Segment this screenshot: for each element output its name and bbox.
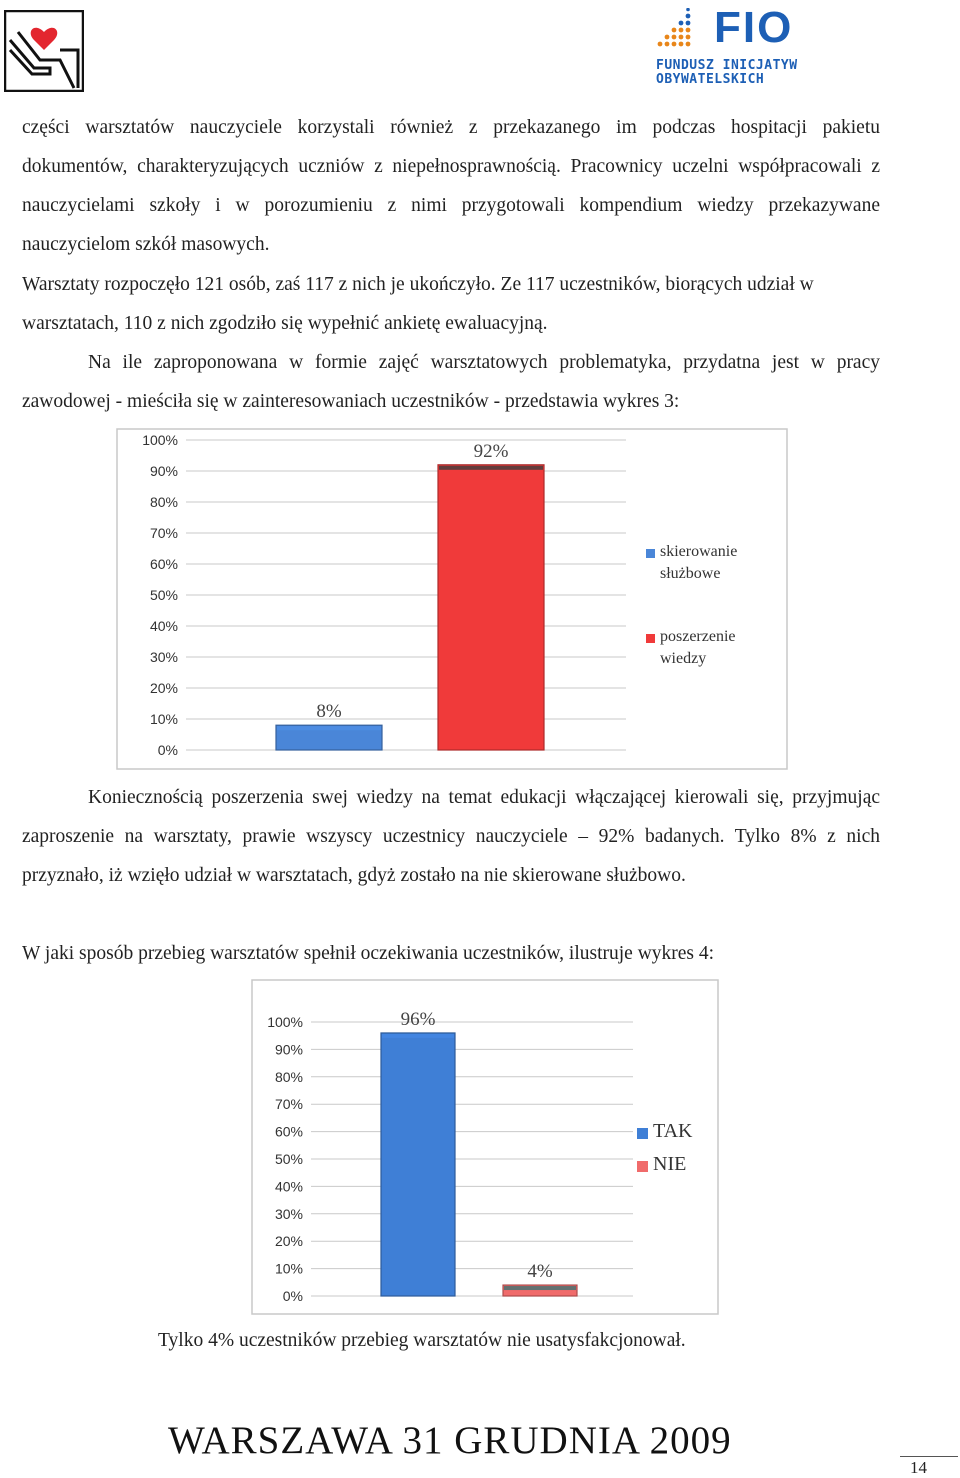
y-tick-label: 90% xyxy=(274,1041,303,1058)
organization-logo xyxy=(4,10,84,92)
y-tick-label: 40% xyxy=(274,1178,303,1195)
data-label: 92% xyxy=(473,440,509,462)
paragraph-5: W jaki sposób przebieg warsztatów spełnił oczekiwania uczestników, ilustruje wykres 4: xyxy=(22,943,715,964)
y-tick-label: 0% xyxy=(157,742,178,758)
bar-highlight xyxy=(277,726,381,730)
y-tick-label: 70% xyxy=(149,525,178,541)
fio-logo-text: FIO xyxy=(714,3,794,52)
bar-highlight xyxy=(504,1286,576,1290)
footer-date: WARSZAWA 31 GRUDNIA 2009 xyxy=(168,1419,732,1462)
paragraph-2: Warsztaty rozpoczęło 121 osób, zaś 117 z nich je ukończyło. Ze 117 uczestników, biorących udział w warsztatach, 110 z nich zgodziło się wypełnić ankietę ewaluacyjną. xyxy=(22,274,814,334)
page-number-rule xyxy=(900,1456,958,1457)
y-tick-label: 60% xyxy=(149,556,178,572)
y-tick-label: 80% xyxy=(274,1068,303,1085)
legend-label: służbowe xyxy=(660,565,721,582)
y-tick-label: 50% xyxy=(274,1151,303,1167)
y-tick-label: 60% xyxy=(274,1123,303,1140)
y-tick-label: 20% xyxy=(274,1233,303,1250)
y-tick-label: 70% xyxy=(274,1096,303,1113)
paragraph-3: Na ile zaproponowana w formie zajęć warsztatowych problematyka, przydatna jest w pracy zawodowej - mieściła się w zainteresowaniach uczestników - przedstawia wykres 3: xyxy=(22,352,880,412)
y-tick-label: 100% xyxy=(142,432,178,448)
y-tick-label: 30% xyxy=(149,649,178,665)
legend-label: wiedzy xyxy=(660,650,707,667)
fio-logo xyxy=(654,3,814,87)
chart-wykres-4 xyxy=(251,979,719,1315)
bar-2 xyxy=(438,465,544,750)
legend-swatch xyxy=(637,1128,648,1139)
legend-swatch xyxy=(637,1161,648,1172)
bar-highlight xyxy=(439,466,543,470)
data-label: 8% xyxy=(316,701,342,723)
legend-label: TAK xyxy=(653,1120,693,1142)
y-tick-label: 0% xyxy=(282,1288,303,1304)
data-label: 96% xyxy=(400,1008,436,1030)
paragraph-4: Koniecznością poszerzenia swej wiedzy na temat edukacji włączającej kierowali się, przyjmując zaproszenie na warsztaty, prawie wszyscy uczestnicy nauczyciele – 92% badanych. Tylko 8% z nich przyznało, iż wzięło udział w warsztatach, gdyż zostało na nie skierowane służbowo. xyxy=(22,787,880,886)
y-tick-label: 100% xyxy=(267,1014,303,1030)
chart-frame xyxy=(252,980,718,1314)
fio-logo-line2: OBYWATELSKICH xyxy=(656,72,765,87)
y-tick-label: 10% xyxy=(274,1260,303,1277)
legend-label: skierowanie xyxy=(660,543,738,560)
legend-label: NIE xyxy=(653,1153,687,1175)
y-tick-label: 30% xyxy=(274,1205,303,1222)
y-tick-label: 90% xyxy=(149,463,178,479)
y-tick-label: 50% xyxy=(149,587,178,603)
chart-wykres-4-svg xyxy=(251,979,719,1315)
y-tick-label: 40% xyxy=(149,618,178,634)
data-label: 4% xyxy=(527,1261,553,1283)
heart-hands-icon xyxy=(4,10,84,92)
y-tick-label: 10% xyxy=(149,711,178,727)
bar-1 xyxy=(381,1033,455,1296)
legend-label: poszerzenie xyxy=(660,628,736,645)
paragraph-1: części warsztatów nauczyciele korzystali również z przekazanego im podczas hospitacji pakietu dokumentów, charakteryzujących uczniów z niepełnosprawnością. Pracownicy uczelni współpracowali z nauczycielami szkoły i w porozumieniu z nimi przygotowali kompendium wiedzy przekazywane nauczycielom szkół masowych. xyxy=(22,117,880,255)
page-number: 14 xyxy=(910,1458,927,1477)
chart-wykres-3 xyxy=(116,428,788,770)
y-tick-label: 80% xyxy=(149,494,178,510)
dots-icon xyxy=(654,8,710,50)
fio-logo-line1: FUNDUSZ INICJATYW xyxy=(656,58,798,73)
y-tick-label: 20% xyxy=(149,680,178,696)
chart-wykres-3-svg xyxy=(116,428,788,770)
bar-highlight xyxy=(382,1034,454,1038)
paragraph-6: Tylko 4% uczestników przebieg warsztatów nie usatysfakcjonował. xyxy=(158,1330,686,1351)
legend-swatch xyxy=(646,634,655,643)
legend-swatch xyxy=(646,549,655,558)
